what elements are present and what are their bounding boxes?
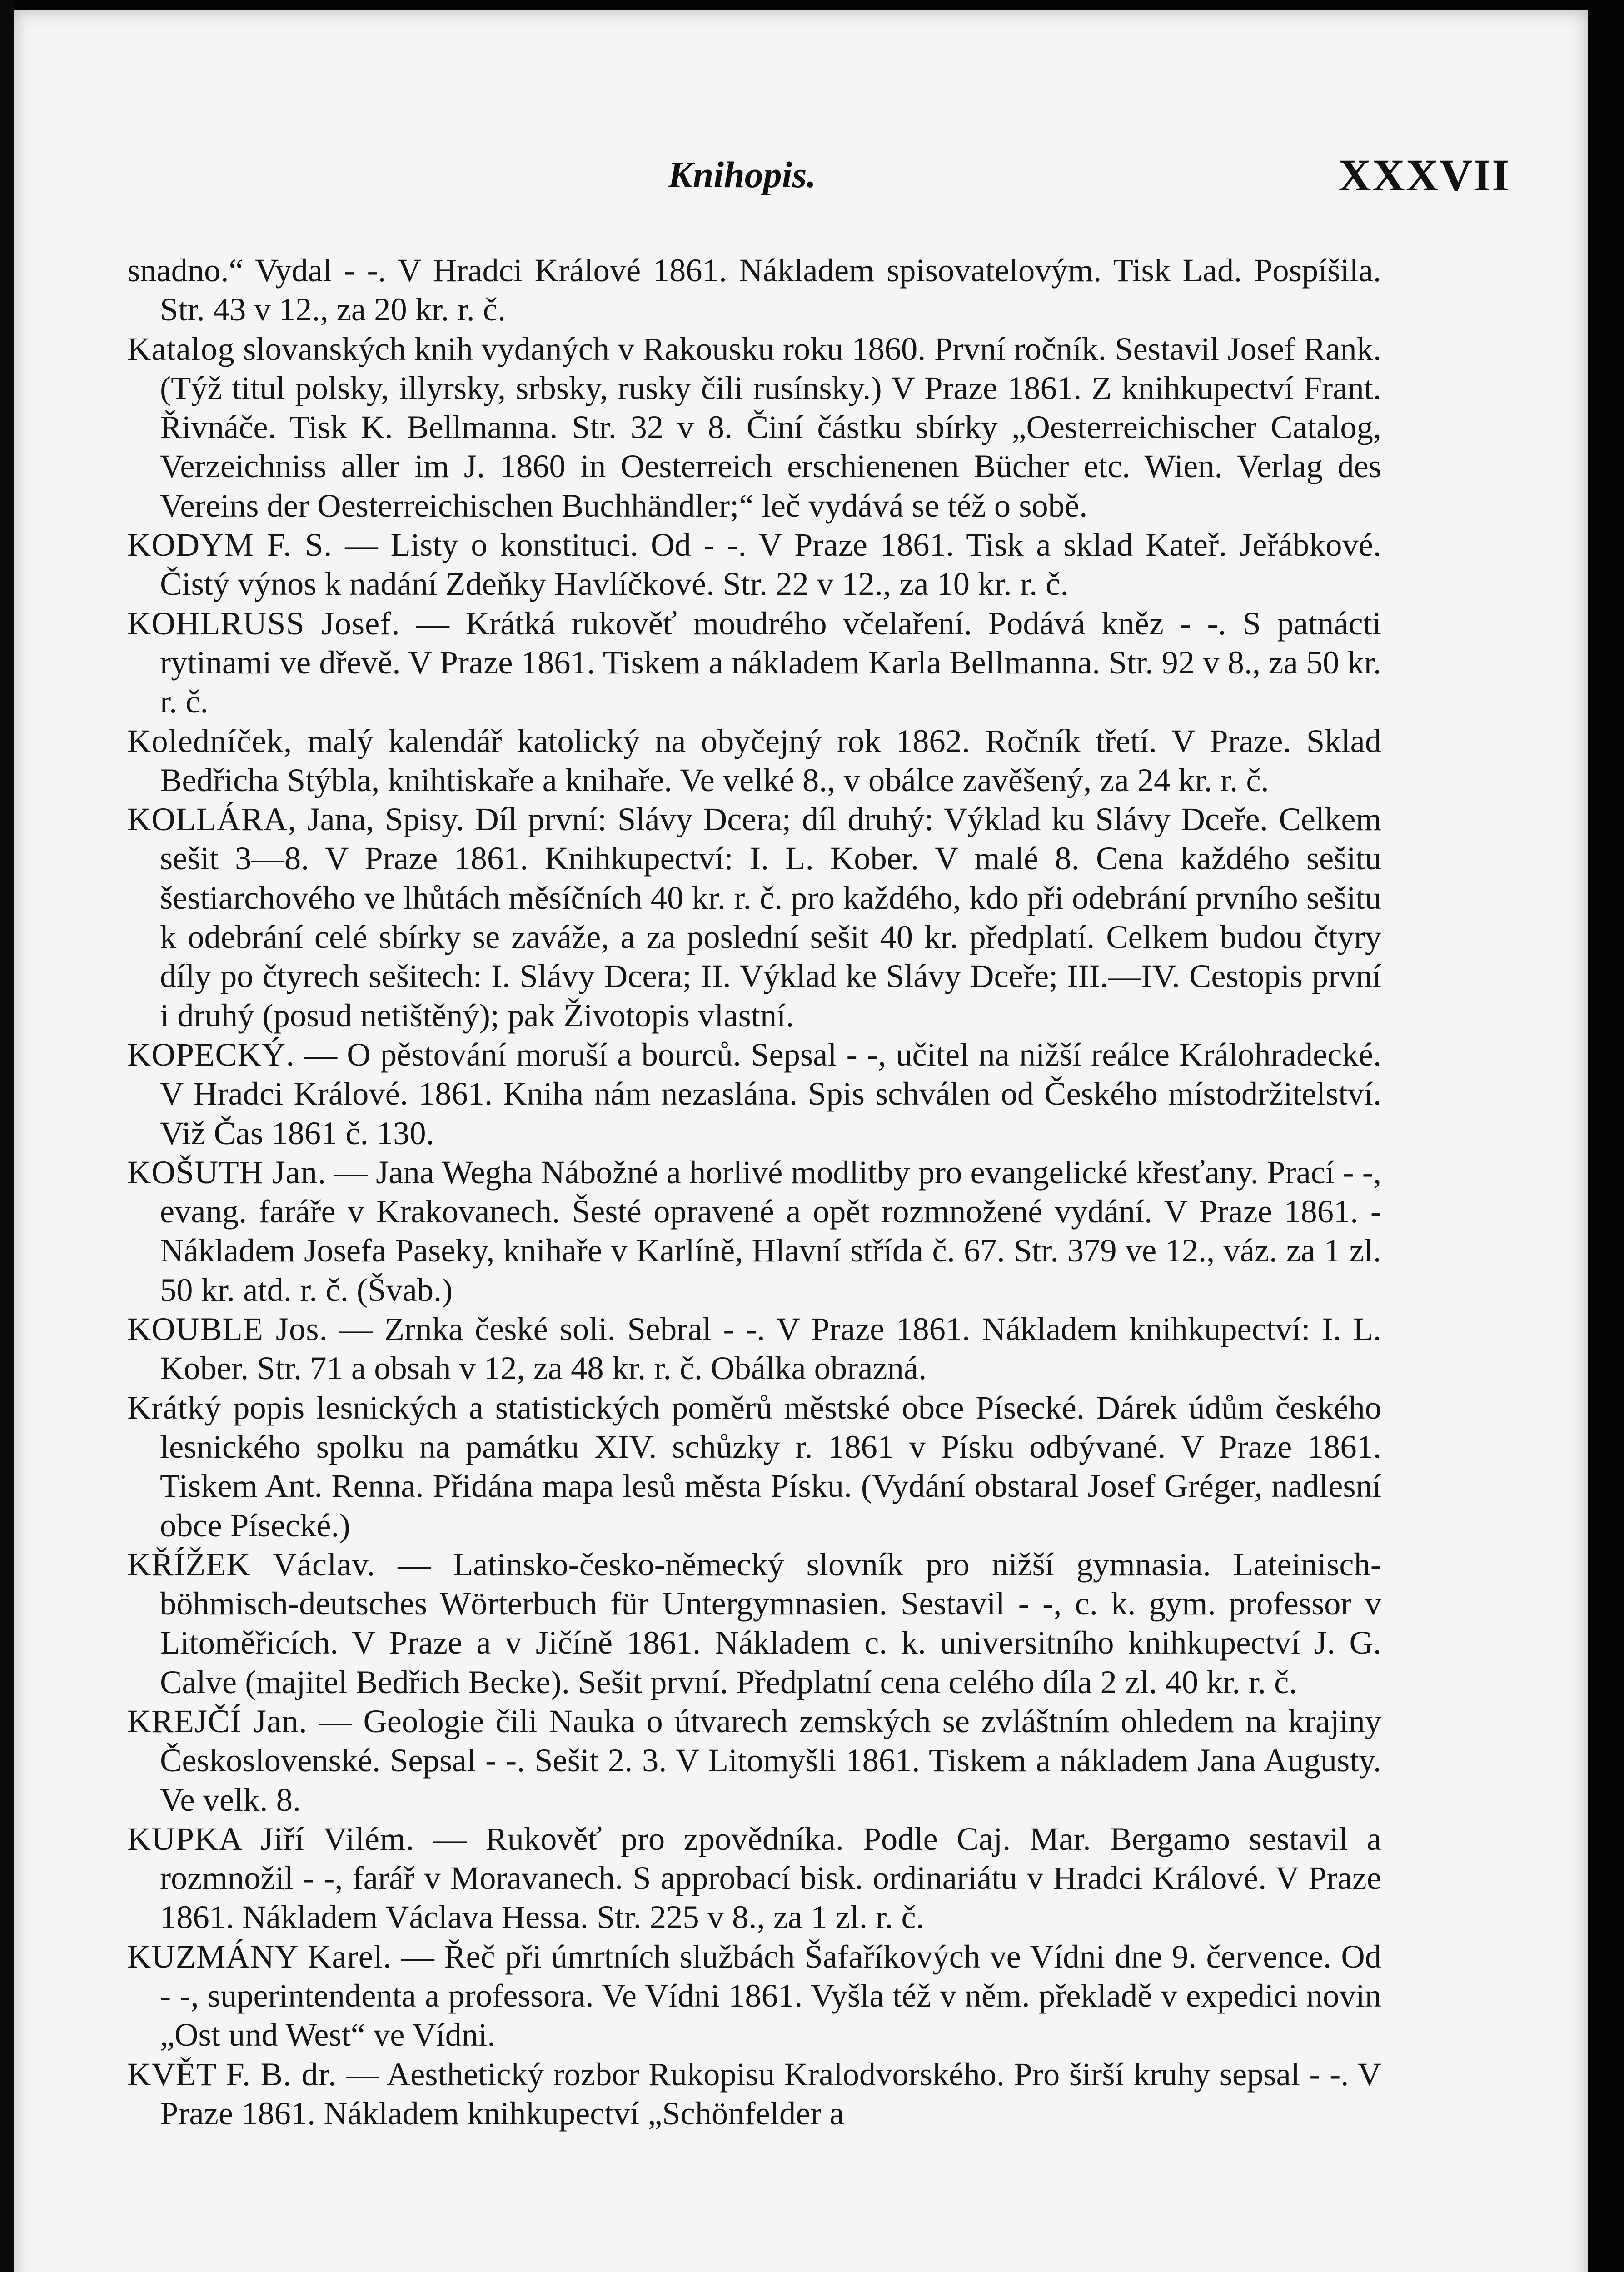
entry-head: KUPKA Jiří Vilém.: [127, 1820, 415, 1857]
entry-head: Katalog: [127, 330, 235, 367]
running-title: Knihopis.: [668, 154, 816, 195]
entry-head: KOHLRUSS Josef.: [127, 604, 400, 642]
entry-head: KREJČÍ Jan.: [127, 1702, 308, 1739]
entry-text: — Listy o konstituci. Od - -. V Praze 1861. Tisk a sklad Kateř. Jeřábkové. Čistý výnos k nadání Zdeňky Havlíčkové. Str. 22 v 12., za 10 kr. r. č.: [160, 526, 1381, 603]
bibliography-entry: [127, 800, 1381, 1035]
entry-text: — Latinsko-česko-německý slovník pro nižší gymnasia. Lateinisch-böhmisch-deutsches Wörterbuch für Untergymnasien. Sestavil - -, c. k. gym. professor v Litoměřicích. V Praze a v Jičíně 1861. Nákladem c. k. universitního knihkupectví J. G. Calve (majitel Bedřich Becke). Sešit první. Předplatní cena celého díla 2 zl. 40 kr. r. č.: [160, 1545, 1381, 1700]
entry-text: — Geologie čili Nauka o útvarech zemských se zvláštním ohledem na krajiny Československé. Sepsal - -. Sešit 2. 3. V Litomyšli 1861. Tiskem a nákladem Jana Augusty. Ve velk. 8.: [160, 1702, 1381, 1818]
scan-border: [0, 0, 14, 2272]
entry-head: KOŠUTH Jan.: [127, 1153, 327, 1191]
entry-head: KVĚT F. B. dr.: [127, 2055, 337, 2093]
bibliography-list: [127, 251, 1381, 2133]
entry-text: — Zrnka české soli. Sebral - -. V Praze 1861. Nákladem knihkupectví: I. L. Kober. Str. 71 a obsah v 12, za 48 kr. r. č. Obálka obrazná.: [160, 1310, 1381, 1387]
entry-head: Koledníček,: [127, 722, 293, 759]
bibliography-entry: [127, 525, 1381, 604]
entry-text: popis lesnických a statistických poměrů městské obce Písecké. Dárek údům českého lesnického spolku na památku XIV. schůzky r. 1861 v Písku odbývané. V Praze 1861. Tiskem Ant. Renna. Přidána mapa lesů města Písku. (Vydání obstaral Josef Gréger, nadlesní obce Písecké.): [160, 1389, 1381, 1544]
bibliography-entry: [127, 329, 1381, 525]
bibliography-entry: [127, 1310, 1381, 1388]
bibliography-entry: [127, 1388, 1381, 1545]
bibliography-entry: [127, 722, 1381, 800]
page-number: XXXVII: [1338, 150, 1510, 200]
entry-text: — Aesthetický rozbor Rukopisu Kralodvorského. Pro širší kruhy sepsal - -. V Praze 1861. Nákladem knihkupectví „Schönfelder a: [160, 2055, 1381, 2132]
entry-text: snadno.“ Vydal - -. V Hradci Králové 1861. Nákladem spisovatelovým. Tisk Lad. Pospíšila. Str. 43 v 12., za 20 kr. r. č.: [127, 252, 1381, 328]
bibliography-entry: [127, 2055, 1381, 2133]
bibliography-entry: [127, 604, 1381, 722]
bibliography-entry: [127, 1153, 1381, 1310]
bibliography-entry: [127, 1545, 1381, 1702]
bibliography-entry: [127, 1035, 1381, 1153]
entry-text: Jana, Spisy. Díl první: Slávy Dcera; díl druhý: Výklad ku Slávy Dceře. Celkem sešit 3—8. V Praze 1861. Knihkupectví: I. L. Kober. V malé 8. Cena každého sešitu šestiarchového ve lhůtách měsíčních 40 kr. r. č. pro každého, kdo při odebrání prvního sešitu k odebrání celé sbírky se zaváže, a za poslední sešit 40 kr. předplatí. Celkem budou čtyry díly po čtyrech sešitech: I. Slávy Dcera; II. Výklad ke Slávy Dceře; III.—IV. Cestopis první i druhý (posud netištěný); pak Životopis vlastní.: [160, 801, 1381, 1034]
bibliography-entry: [127, 1702, 1381, 1819]
entry-text: — Rukověť pro zpovědníka. Podle Caj. Mar. Bergamo sestavil a rozmnožil - -, farář v Moravanech. S approbací bisk. ordinariátu v Hradci Králové. V Praze 1861. Nákladem Václava Hessa. Str. 225 v 8., za 1 zl. r. č.: [160, 1820, 1381, 1936]
entry-text: — O pěstování moruší a bourců. Sepsal - -, učitel na nižší reálce Králohradecké. V Hradci Králové. 1861. Kniha nám nezaslána. Spis schválen od Českého místodržitelství. Viž Čas 1861 č. 130.: [160, 1036, 1381, 1151]
entry-head: KODYM F. S.: [127, 526, 333, 563]
entry-text: — Krátká rukověť moudrého včelaření. Podává kněz - -. S patnácti rytinami ve dřevě. V Praze 1861. Tiskem a nákladem Karla Bellmanna. Str. 92 v 8., za 50 kr. r. č.: [160, 604, 1381, 720]
entry-head: KOUBLE Jos.: [127, 1310, 328, 1348]
entry-head: KŘÍŽEK Václav.: [127, 1545, 376, 1583]
book-page: [14, 10, 1588, 2272]
bibliography-entry: [127, 1937, 1381, 2055]
entry-head: KOPECKÝ.: [127, 1036, 295, 1073]
entry-text: malý kalendář katolický na obyčejný rok 1862. Ročník třetí. V Praze. Sklad Bedřicha Stýbla, knihtiskaře a knihaře. Ve velké 8., v obálce zavěšený, za 24 kr. r. č.: [160, 722, 1381, 798]
bibliography-entry: [127, 1819, 1381, 1937]
entry-head: KUZMÁNY Karel.: [127, 1938, 392, 1975]
entry-text: — Řeč při úmrtních službách Šafaříkových ve Vídni dne 9. července. Od - -, superintendenta a professora. Ve Vídni 1861. Vyšla též v něm. překladě v expedici novin „Ost und West“ ve Vídni.: [160, 1938, 1381, 2053]
entry-head: KOLLÁRA,: [127, 801, 297, 838]
entry-head: Krátký: [127, 1389, 222, 1426]
entry-text: — Jana Wegha Nábožné a horlivé modlitby pro evangelické křesťany. Prací - -, evang. faráře v Krakovanech. Šesté opravené a opět rozmnožené vydání. V Praze 1861. - Nákladem Josefa Paseky, knihaře v Karlíně, Hlavní střída č. 67. Str. 379 ve 12., váz. za 1 zl. 50 kr. atd. r. č. (Švab.): [160, 1153, 1381, 1308]
page-header: [14, 149, 1588, 204]
entry-text: slovanských knih vydaných v Rakousku roku 1860. První ročník. Sestavil Josef Rank. (Týž titul polsky, illyrsky, srbsky, rusky čili rusínsky.) V Praze 1861. Z knihkupectví Frant. Řivnáče. Tisk K. Bellmanna. Str. 32 v 8. Činí částku sbírky „Oesterreichischer Catalog, Verzeichniss aller im J. 1860 in Oesterreich erschienenen Bücher etc. Wien. Verlag des Vereins der Oesterreichischen Buchhändler;“ leč vydává se též o sobě.: [160, 330, 1381, 524]
bibliography-entry: [127, 251, 1381, 329]
